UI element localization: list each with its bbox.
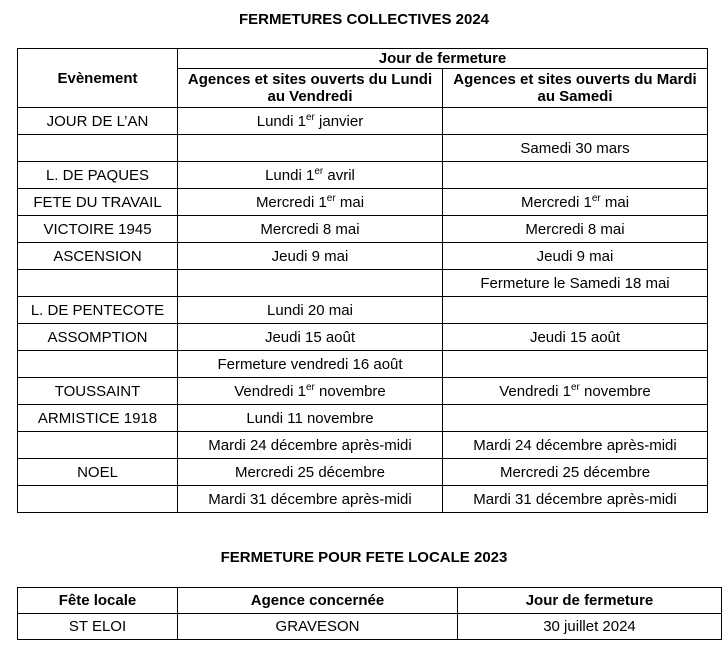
event-cell: L. DE PENTECOTE [18,297,178,324]
tue-sat-cell: Vendredi 1er novembre [443,378,708,405]
table-row [18,324,708,351]
tue-sat-cell [443,162,708,189]
tue-sat-cell: Mercredi 8 mai [443,216,708,243]
agency-cell: GRAVESON [178,614,458,640]
event-cell [18,432,178,459]
event-cell: ARMISTICE 1918 [18,405,178,432]
local-table-header [18,588,722,614]
event-cell: NOEL [18,459,178,486]
closures-table [17,48,708,513]
mon-fri-cell: Lundi 20 mai [178,297,443,324]
closing-date-cell: 30 juillet 2024 [458,614,722,640]
header-closing-day: Jour de fermeture [178,49,708,69]
table-row [18,297,708,324]
event-cell [18,270,178,297]
mon-fri-cell: Lundi 1er janvier [178,108,443,135]
tue-sat-cell: Jeudi 9 mai [443,243,708,270]
tue-sat-cell: Samedi 30 mars [443,135,708,162]
local-holiday-cell: ST ELOI [18,614,178,640]
table-row [18,432,708,459]
header-event: Evènement [18,49,178,108]
mon-fri-cell: Vendredi 1er novembre [178,378,443,405]
header-local-holiday: Fête locale [18,588,178,614]
page-title: FERMETURES COLLECTIVES 2024 [238,11,490,28]
table-row [18,243,708,270]
table-row [18,216,708,243]
tue-sat-cell: Mardi 31 décembre après-midi [443,486,708,513]
mon-fri-cell: Mardi 31 décembre après-midi [178,486,443,513]
table-row [18,351,708,378]
table-row [18,486,708,513]
tue-sat-cell [443,108,708,135]
header-agency: Agence concernée [178,588,458,614]
event-cell: JOUR DE L’AN [18,108,178,135]
table-row [18,459,708,486]
header-mon-fri: Agences et sites ouverts du Lundi au Vendredi [178,69,443,108]
event-cell [18,486,178,513]
mon-fri-cell: Mercredi 8 mai [178,216,443,243]
tue-sat-cell [443,405,708,432]
mon-fri-cell [178,135,443,162]
table-row [18,270,708,297]
table-row [18,614,722,640]
event-cell: ASCENSION [18,243,178,270]
closures-table-body [18,108,708,513]
event-cell: ASSOMPTION [18,324,178,351]
mon-fri-cell: Jeudi 9 mai [178,243,443,270]
tue-sat-cell: Fermeture le Samedi 18 mai [443,270,708,297]
event-cell [18,351,178,378]
local-table-body [18,614,722,640]
table-row [18,135,708,162]
local-holiday-table [17,587,722,640]
mon-fri-cell: Lundi 11 novembre [178,405,443,432]
section-title: FERMETURE POUR FETE LOCALE 2023 [220,549,508,566]
header-tue-sat: Agences et sites ouverts du Mardi au Samedi [443,69,708,108]
tue-sat-cell [443,351,708,378]
table-row [18,162,708,189]
event-cell: VICTOIRE 1945 [18,216,178,243]
tue-sat-cell [443,297,708,324]
mon-fri-cell: Mardi 24 décembre après-midi [178,432,443,459]
table-row [18,108,708,135]
tue-sat-cell: Jeudi 15 août [443,324,708,351]
table-row [18,189,708,216]
event-cell: TOUSSAINT [18,378,178,405]
event-cell [18,135,178,162]
mon-fri-cell: Fermeture vendredi 16 août [178,351,443,378]
mon-fri-cell [178,270,443,297]
tue-sat-cell: Mercredi 1er mai [443,189,708,216]
event-cell: FETE DU TRAVAIL [18,189,178,216]
table-row [18,405,708,432]
event-cell: L. DE PAQUES [18,162,178,189]
mon-fri-cell: Mercredi 1er mai [178,189,443,216]
mon-fri-cell: Jeudi 15 août [178,324,443,351]
tue-sat-cell: Mardi 24 décembre après-midi [443,432,708,459]
table-row [18,378,708,405]
mon-fri-cell: Mercredi 25 décembre [178,459,443,486]
mon-fri-cell: Lundi 1er avril [178,162,443,189]
tue-sat-cell: Mercredi 25 décembre [443,459,708,486]
header-closing-date: Jour de fermeture [458,588,722,614]
